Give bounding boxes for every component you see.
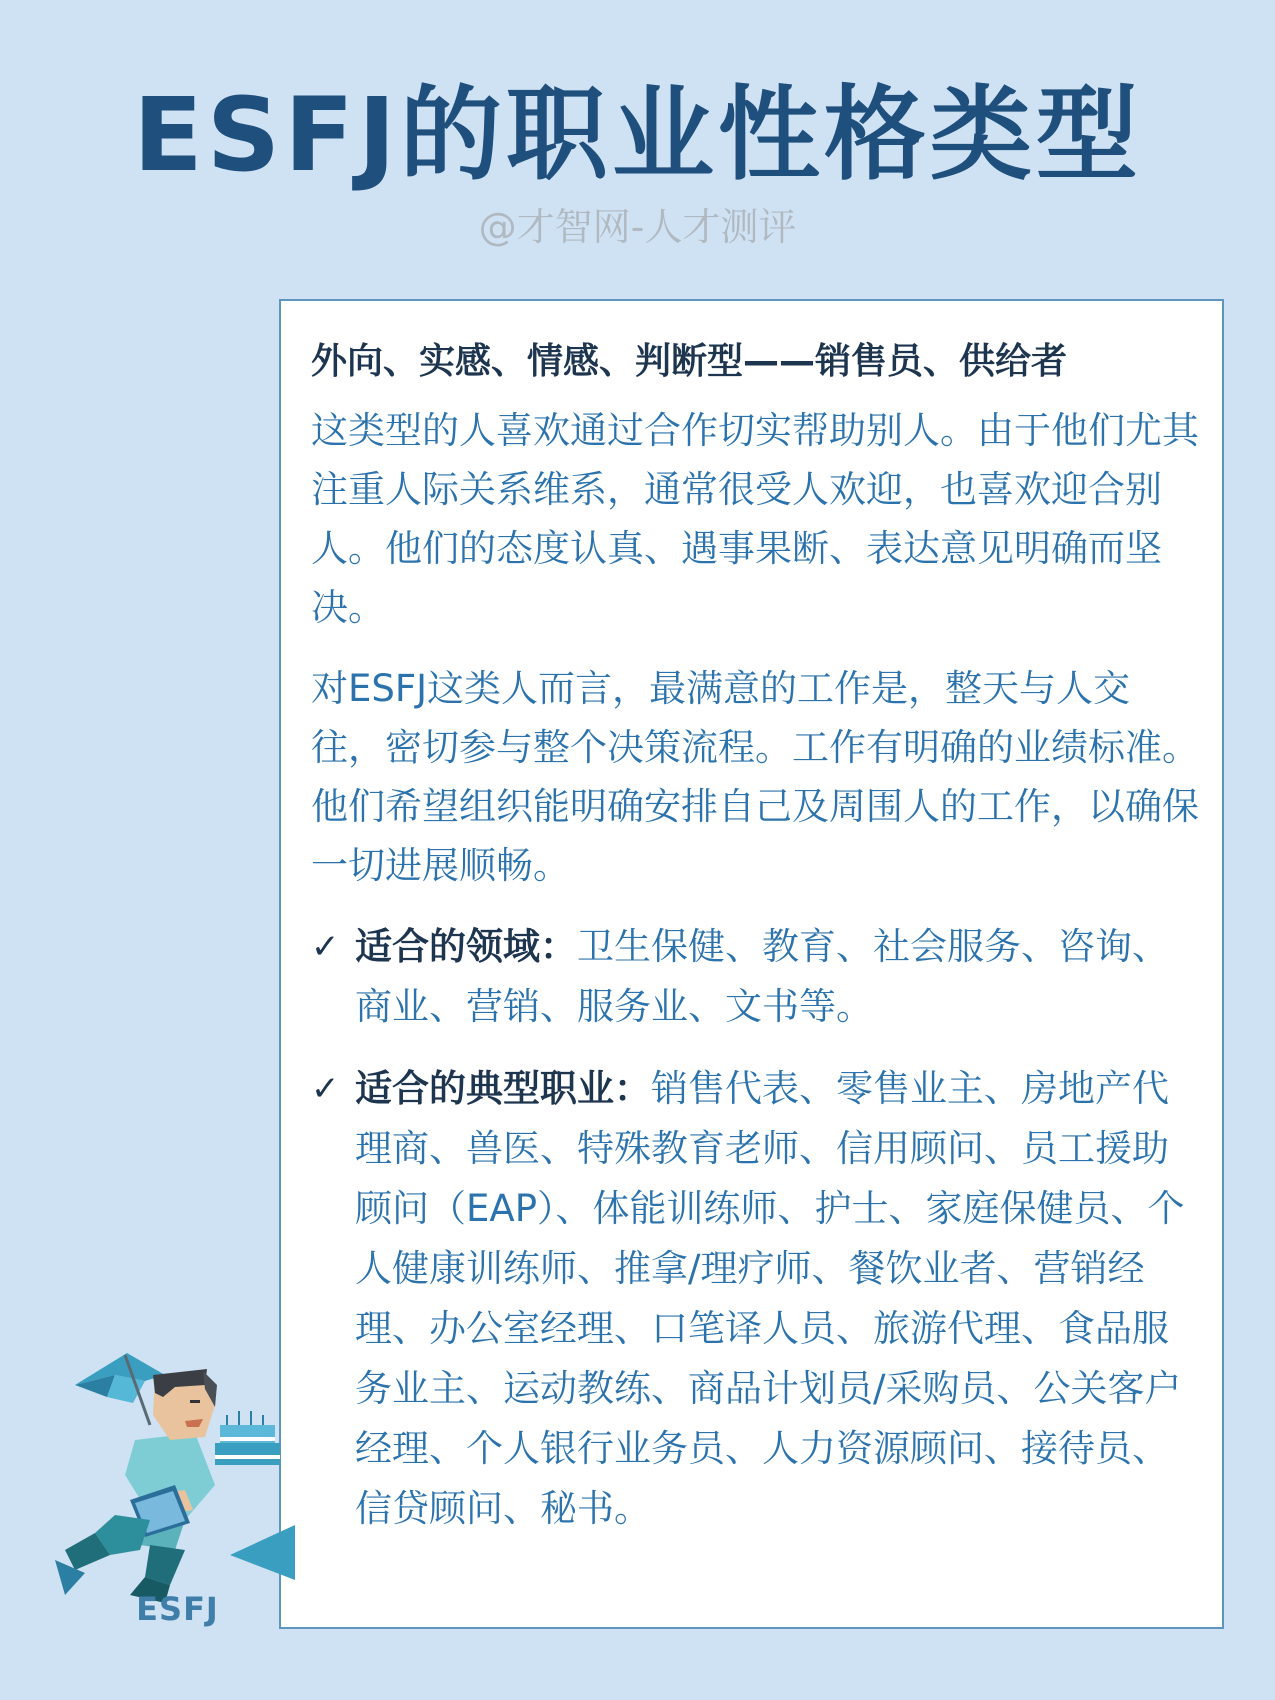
suitable-fields-text: 卫生保健、教育、社会服务、咨询、商业、营销、服务业、文书等。 xyxy=(355,925,1169,1029)
mascot-label: ESFJ xyxy=(136,1590,219,1628)
checkmark-icon: ✓ xyxy=(311,1069,340,1110)
content-card xyxy=(279,299,1224,1629)
suitable-fields-item xyxy=(311,917,1200,1037)
cake-icon xyxy=(215,1411,280,1465)
suitable-jobs-item xyxy=(311,1059,1200,1539)
checkmark-icon: ✓ xyxy=(311,927,340,968)
umbrella-icon xyxy=(75,1353,165,1425)
type-heading: 外向、实感、情感、判断型——销售员、供给者 xyxy=(311,341,1068,382)
card-content xyxy=(311,337,1200,1561)
suitable-fields-label: 适合的领域： xyxy=(355,925,577,969)
page-title: ESFJ的职业性格类型 xyxy=(133,76,1142,195)
source-watermark: @才智网-人才测评 xyxy=(478,205,797,249)
suitable-jobs-label: 适合的典型职业： xyxy=(355,1067,651,1111)
suitable-jobs-text: 销售代表、零售业主、房地产代理商、兽医、特殊教育老师、信用顾问、员工援助顾问（EAP）、体能训练师、护士、家庭保健员、个人健康训练师、推拿/理疗师、餐饮业者、营销经理、办公室经理、口笔译人员、旅游代理、食品服务业主、运动教练、商品计划员/采购员、公关客户经理、个人银行业务员、人力资源顾问、接待员、信贷顾问、秘书。 xyxy=(355,1067,1185,1531)
description-paragraph-2: 对ESFJ这类人而言，最满意的工作是，整天与人交往，密切参与整个决策流程。工作有明确的业绩标准。他们希望组织能明确安排自己及周围人的工作，以确保一切进展顺畅。 xyxy=(311,667,1199,888)
description-paragraph-1: 这类型的人喜欢通过合作切实帮助别人。由于他们尤其注重人际关系维系，通常很受人欢迎，也喜欢迎合别人。他们的态度认真、遇事果断、表达意见明确而坚决。 xyxy=(311,409,1199,630)
esfj-mascot-illustration xyxy=(55,1345,295,1605)
